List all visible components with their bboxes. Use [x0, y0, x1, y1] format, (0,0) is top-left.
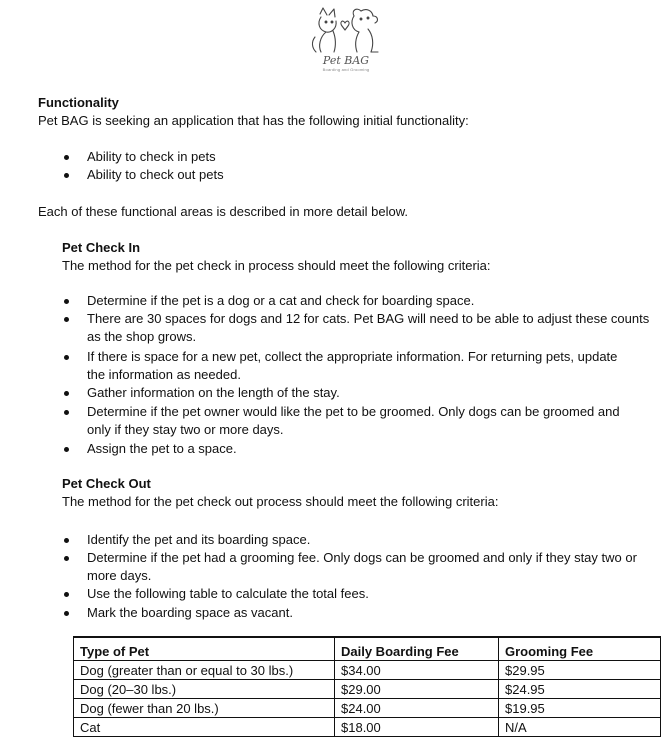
dog-and-cat-icon	[308, 4, 384, 56]
table-cell: $29.00	[335, 680, 499, 699]
check-out-heading: Pet Check Out	[62, 476, 151, 491]
check-out-bullet-continued: more days.	[87, 568, 152, 583]
table-row	[74, 680, 661, 699]
table-cell: $24.95	[499, 680, 661, 699]
bullet-icon	[64, 556, 69, 561]
table-cell: N/A	[499, 718, 661, 737]
check-in-bullet: There are 30 spaces for dogs and 12 for cats. Pet BAG will need to be able to adjust these counts	[87, 311, 650, 326]
pet-bag-logo	[308, 4, 384, 76]
check-out-bullet: Identify the pet and its boarding space.	[87, 532, 311, 547]
table-cell: $29.95	[499, 661, 661, 680]
table-cell: Dog (fewer than 20 lbs.)	[74, 699, 335, 718]
check-in-heading: Pet Check In	[62, 240, 141, 255]
table-cell: Dog (20–30 lbs.)	[74, 680, 335, 699]
check-in-bullet: Assign the pet to a space.	[87, 441, 237, 456]
bullet-icon	[64, 355, 69, 360]
bullet-icon	[64, 410, 69, 415]
check-in-bullet-continued: the information as needed.	[87, 367, 241, 382]
check-in-bullet-continued: only if they stay two or more days.	[87, 422, 284, 437]
table-cell: Cat	[74, 718, 335, 737]
table-cell: $24.00	[335, 699, 499, 718]
check-in-bullet: Determine if the pet owner would like the pet to be groomed. Only dogs can be groomed and	[87, 404, 620, 419]
check-in-intro: The method for the pet check in process should meet the following criteria:	[62, 258, 491, 273]
bullet-icon	[64, 391, 69, 396]
logo-name: Pet BAG	[322, 54, 370, 67]
bullet-icon	[64, 538, 69, 543]
functionality-intro: Pet BAG is seeking an application that has the following initial functionality:	[38, 113, 469, 128]
table-row	[74, 699, 661, 718]
functionality-item: Ability to check in pets	[87, 149, 216, 164]
check-out-bullet: Determine if the pet had a grooming fee. Only dogs can be groomed and only if they stay two or	[87, 550, 637, 565]
table-row	[74, 661, 661, 680]
functionality-detail: Each of these functional areas is described in more detail below.	[38, 204, 408, 219]
check-in-bullet: Gather information on the length of the stay.	[87, 385, 340, 400]
check-out-intro: The method for the pet check out process should meet the following criteria:	[62, 494, 499, 509]
check-out-bullet: Mark the boarding space as vacant.	[87, 605, 293, 620]
bullet-icon	[64, 155, 69, 160]
bullet-icon	[64, 611, 69, 616]
table-cell: $18.00	[335, 718, 499, 737]
fee-table	[73, 636, 661, 737]
check-in-bullet: If there is space for a new pet, collect the appropriate information. For returning pets, update	[87, 349, 618, 364]
table-cell: $34.00	[335, 661, 499, 680]
table-row	[74, 718, 661, 737]
bullet-icon	[64, 317, 69, 322]
functionality-item: Ability to check out pets	[87, 167, 224, 182]
table-header-row	[74, 637, 661, 661]
functionality-heading: Functionality	[38, 95, 119, 110]
check-out-bullet: Use the following table to calculate the total fees.	[87, 586, 369, 601]
logo-tagline: Boarding and Grooming	[322, 67, 370, 72]
check-in-bullet: Determine if the pet is a dog or a cat and check for boarding space.	[87, 293, 475, 308]
column-header-pet-type: Type of Pet	[74, 637, 335, 661]
column-header-grooming-fee: Grooming Fee	[499, 637, 661, 661]
column-header-boarding-fee: Daily Boarding Fee	[335, 637, 499, 661]
bullet-icon	[64, 299, 69, 304]
table-cell: $19.95	[499, 699, 661, 718]
table-cell: Dog (greater than or equal to 30 lbs.)	[74, 661, 335, 680]
bullet-icon	[64, 592, 69, 597]
bullet-icon	[64, 173, 69, 178]
check-in-bullet-continued: as the shop grows.	[87, 329, 197, 344]
bullet-icon	[64, 447, 69, 452]
